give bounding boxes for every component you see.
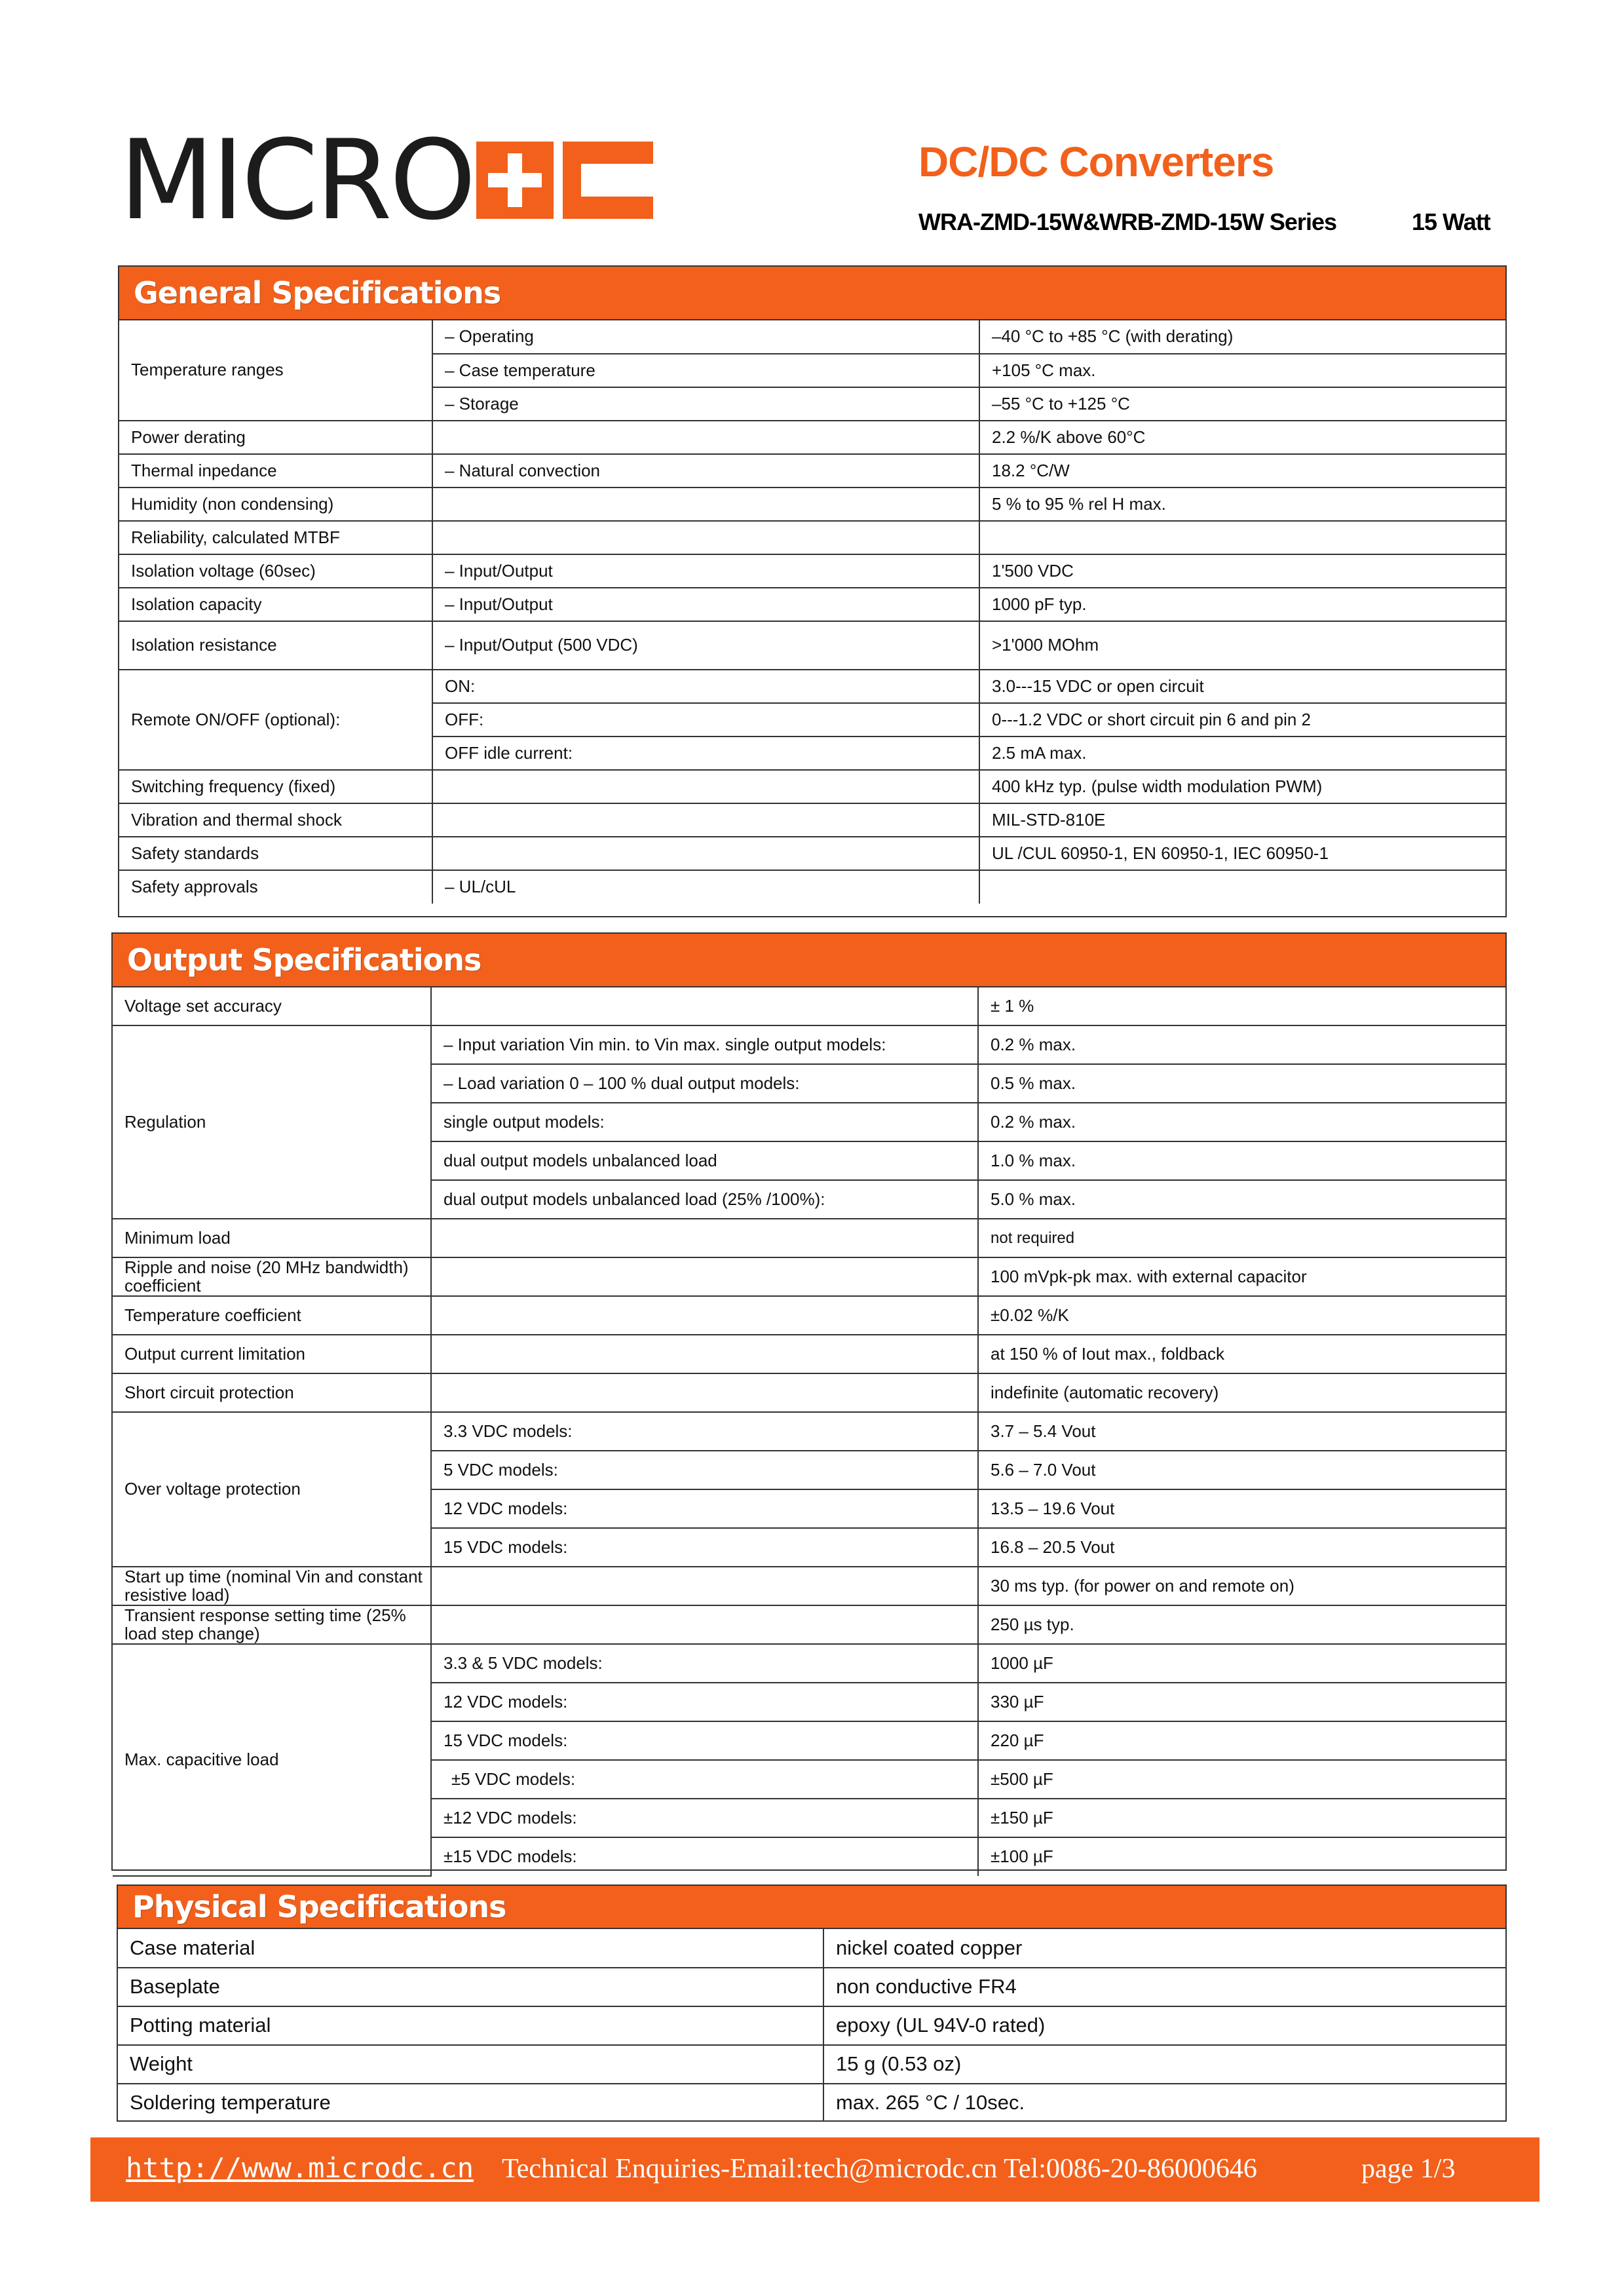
logo-text: MICRO <box>119 116 474 244</box>
table-row <box>113 1025 1505 1064</box>
condition-cell <box>432 421 979 454</box>
value-cell: 1.0 % max. <box>978 1141 1505 1180</box>
condition-cell: OFF idle current: <box>432 737 979 770</box>
condition-cell: OFF: <box>432 703 979 737</box>
physical-specifications-section <box>117 1885 1507 2122</box>
param-cell: Start up time (nominal Vin and constant resistive load) <box>113 1567 431 1605</box>
condition-cell: ±15 VDC models: <box>431 1837 978 1876</box>
condition-cell: 12 VDC models: <box>431 1489 978 1528</box>
table-row <box>113 1412 1505 1451</box>
condition-cell <box>431 1219 978 1257</box>
table-row <box>119 770 1505 803</box>
condition-cell <box>431 1335 978 1373</box>
condition-cell <box>432 803 979 837</box>
output-specifications-section <box>111 932 1507 1871</box>
value-cell: ±150 µF <box>978 1799 1505 1837</box>
table-row <box>113 987 1505 1025</box>
table-row <box>118 2084 1505 2122</box>
table-row <box>113 1605 1505 1644</box>
condition-cell <box>431 1605 978 1644</box>
value-cell: non conductive FR4 <box>823 1968 1505 2006</box>
table-row <box>119 454 1505 488</box>
value-cell: 0.2 % max. <box>978 1103 1505 1141</box>
value-cell: indefinite (automatic recovery) <box>978 1373 1505 1412</box>
logo-mark-dc <box>476 142 653 219</box>
value-cell: 13.5 – 19.6 Vout <box>978 1489 1505 1528</box>
table-row <box>119 870 1505 904</box>
param-cell: Remote ON/OFF (optional): <box>119 670 432 770</box>
param-cell: Short circuit protection <box>113 1373 431 1412</box>
value-cell: ±0.02 %/K <box>978 1296 1505 1335</box>
param-cell: Switching frequency (fixed) <box>119 770 432 803</box>
param-cell: Transient response setting time (25% load step change) <box>113 1605 431 1644</box>
param-cell: Case material <box>118 1929 823 1968</box>
plus-dc-icon <box>476 142 653 219</box>
table-row <box>118 2006 1505 2045</box>
value-cell: 5.6 – 7.0 Vout <box>978 1451 1505 1489</box>
value-cell: 3.0---15 VDC or open circuit <box>979 670 1505 703</box>
condition-cell: dual output models unbalanced load (25% /100%): <box>431 1180 978 1219</box>
value-cell: at 150 % of Iout max., foldback <box>978 1335 1505 1373</box>
table-row <box>113 1257 1505 1296</box>
value-cell: 0.5 % max. <box>978 1064 1505 1103</box>
value-cell: epoxy (UL 94V-0 rated) <box>823 2006 1505 2045</box>
table-row <box>113 1644 1505 1683</box>
param-cell: Isolation resistance <box>119 621 432 670</box>
table-row <box>113 1567 1505 1605</box>
condition-cell: 3.3 & 5 VDC models: <box>431 1644 978 1683</box>
value-cell: 2.5 mA max. <box>979 737 1505 770</box>
condition-cell: 5 VDC models: <box>431 1451 978 1489</box>
param-cell: Potting material <box>118 2006 823 2045</box>
general-specifications-section <box>118 265 1507 917</box>
value-cell <box>979 521 1505 554</box>
condition-cell: – Case temperature <box>432 354 979 387</box>
param-cell: Isolation voltage (60sec) <box>119 554 432 588</box>
physical-specifications-table <box>118 1929 1505 2122</box>
condition-cell: – Natural convection <box>432 454 979 488</box>
table-row <box>119 621 1505 670</box>
condition-cell <box>432 488 979 521</box>
value-cell: 18.2 °C/W <box>979 454 1505 488</box>
value-cell: max. 265 °C / 10sec. <box>823 2084 1505 2122</box>
table-row <box>119 554 1505 588</box>
table-row <box>118 1968 1505 2006</box>
condition-cell: – Input/Output <box>432 554 979 588</box>
general-specifications-table <box>119 320 1505 904</box>
value-cell: not required <box>978 1219 1505 1257</box>
param-cell: Thermal inpedance <box>119 454 432 488</box>
condition-cell: single output models: <box>431 1103 978 1141</box>
condition-cell <box>432 837 979 870</box>
table-row <box>119 670 1505 703</box>
table-row <box>119 320 1505 354</box>
value-cell: UL /CUL 60950-1, EN 60950-1, IEC 60950-1 <box>979 837 1505 870</box>
value-cell: 16.8 – 20.5 Vout <box>978 1528 1505 1567</box>
condition-cell: – Input variation Vin min. to Vin max. single output models: <box>431 1025 978 1064</box>
value-cell: 0.2 % max. <box>978 1025 1505 1064</box>
table-row <box>118 2045 1505 2084</box>
condition-cell: ±5 VDC models: <box>431 1760 978 1799</box>
general-specifications-heading: General Specifications <box>119 267 1505 320</box>
condition-cell: 15 VDC models: <box>431 1528 978 1567</box>
condition-cell: dual output models unbalanced load <box>431 1141 978 1180</box>
param-cell: Ripple and noise (20 MHz bandwidth) coefficient <box>113 1257 431 1296</box>
contact-info: Technical Enquiries-Email:tech@microdc.cn Tel:0086-20-86000646 <box>502 2154 1257 2184</box>
output-specifications-heading: Output Specifications <box>113 934 1505 987</box>
value-cell: >1'000 MOhm <box>979 621 1505 670</box>
param-cell: Isolation capacity <box>119 588 432 621</box>
footer-bar <box>90 2137 1539 2202</box>
param-cell: Over voltage protection <box>113 1412 431 1567</box>
value-cell: 5 % to 95 % rel H max. <box>979 488 1505 521</box>
condition-cell: 15 VDC models: <box>431 1721 978 1760</box>
param-cell: Temperature coefficient <box>113 1296 431 1335</box>
condition-cell: ON: <box>432 670 979 703</box>
param-cell: Max. capacitive load <box>113 1644 431 1876</box>
power-rating: 15 Watt <box>1412 208 1490 235</box>
value-cell: ±100 µF <box>978 1837 1505 1876</box>
param-cell: Weight <box>118 2045 823 2084</box>
condition-cell: – Storage <box>432 387 979 421</box>
param-cell: Vibration and thermal shock <box>119 803 432 837</box>
value-cell: 1000 µF <box>978 1644 1505 1683</box>
value-cell: –55 °C to +125 °C <box>979 387 1505 421</box>
value-cell: 2.2 %/K above 60°C <box>979 421 1505 454</box>
table-row <box>119 837 1505 870</box>
param-cell: Soldering temperature <box>118 2084 823 2122</box>
condition-cell: – UL/cUL <box>432 870 979 904</box>
table-row <box>119 588 1505 621</box>
table-row <box>113 1219 1505 1257</box>
value-cell: nickel coated copper <box>823 1929 1505 1968</box>
param-cell: Humidity (non condensing) <box>119 488 432 521</box>
param-cell: Power derating <box>119 421 432 454</box>
param-cell: Reliability, calculated MTBF <box>119 521 432 554</box>
param-cell: Output current limitation <box>113 1335 431 1373</box>
output-specifications-table <box>113 987 1505 1877</box>
param-cell: Temperature ranges <box>119 320 432 421</box>
value-cell: 330 µF <box>978 1683 1505 1721</box>
condition-cell: 12 VDC models: <box>431 1683 978 1721</box>
table-row <box>119 521 1505 554</box>
condition-cell: 3.3 VDC models: <box>431 1412 978 1451</box>
table-row <box>118 1929 1505 1968</box>
website-link[interactable]: http://www.microdc.cn <box>126 2152 474 2184</box>
param-cell: Safety approvals <box>119 870 432 904</box>
condition-cell: ±12 VDC models: <box>431 1799 978 1837</box>
condition-cell <box>431 1567 978 1605</box>
value-cell: 30 ms typ. (for power on and remote on) <box>978 1567 1505 1605</box>
value-cell: 15 g (0.53 oz) <box>823 2045 1505 2084</box>
value-cell <box>979 870 1505 904</box>
condition-cell: – Load variation 0 – 100 % dual output models: <box>431 1064 978 1103</box>
condition-cell: – Operating <box>432 320 979 354</box>
table-row <box>119 421 1505 454</box>
table-row <box>113 1335 1505 1373</box>
param-cell: Safety standards <box>119 837 432 870</box>
condition-cell <box>431 1257 978 1296</box>
condition-cell <box>432 521 979 554</box>
condition-cell: – Input/Output (500 VDC) <box>432 621 979 670</box>
value-cell: +105 °C max. <box>979 354 1505 387</box>
value-cell: 250 µs typ. <box>978 1605 1505 1644</box>
param-cell: Minimum load <box>113 1219 431 1257</box>
table-row <box>119 803 1505 837</box>
value-cell: 3.7 – 5.4 Vout <box>978 1412 1505 1451</box>
value-cell: MIL-STD-810E <box>979 803 1505 837</box>
value-cell: 100 mVpk-pk max. with external capacitor <box>978 1257 1505 1296</box>
param-cell: Regulation <box>113 1025 431 1219</box>
value-cell: 400 kHz typ. (pulse width modulation PWM) <box>979 770 1505 803</box>
param-cell: Voltage set accuracy <box>113 987 431 1025</box>
value-cell: ± 1 % <box>978 987 1505 1025</box>
table-row <box>113 1296 1505 1335</box>
condition-cell <box>432 770 979 803</box>
param-cell: Baseplate <box>118 1968 823 2006</box>
value-cell: 220 µF <box>978 1721 1505 1760</box>
physical-specifications-heading: Physical Specifications <box>118 1886 1505 1929</box>
value-cell: ±500 µF <box>978 1760 1505 1799</box>
logo <box>119 116 653 244</box>
page-number: page 1/3 <box>1361 2154 1456 2184</box>
value-cell: 1000 pF typ. <box>979 588 1505 621</box>
value-cell: 0---1.2 VDC or short circuit pin 6 and pin 2 <box>979 703 1505 737</box>
condition-cell <box>431 987 978 1025</box>
document-title: DC/DC Converters <box>918 138 1274 185</box>
value-cell: –40 °C to +85 °C (with derating) <box>979 320 1505 354</box>
value-cell: 5.0 % max. <box>978 1180 1505 1219</box>
value-cell: 1'500 VDC <box>979 554 1505 588</box>
condition-cell: – Input/Output <box>432 588 979 621</box>
series-name: WRA-ZMD-15W&WRB-ZMD-15W Series <box>918 208 1336 235</box>
condition-cell <box>431 1373 978 1412</box>
table-row <box>119 488 1505 521</box>
table-row <box>113 1373 1505 1412</box>
condition-cell <box>431 1296 978 1335</box>
